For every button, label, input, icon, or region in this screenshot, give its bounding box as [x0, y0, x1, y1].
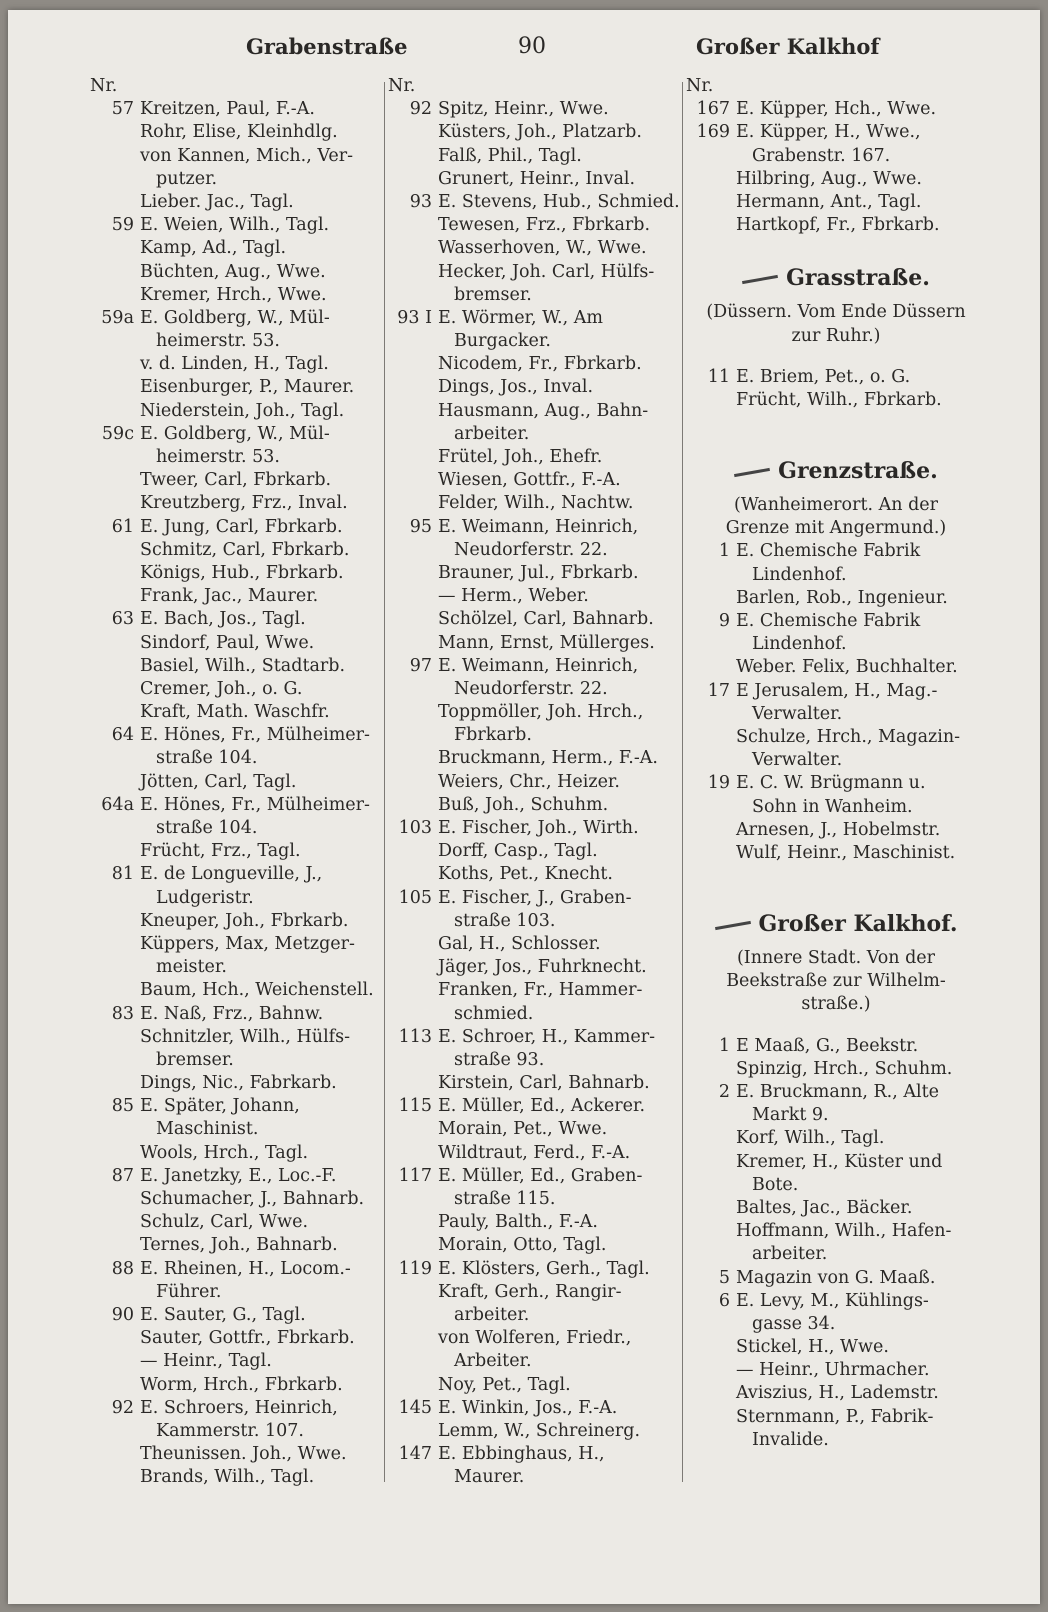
entry-continuation: Ludgeristr.: [156, 887, 254, 908]
resident-entry: — Heinr., Tagl.: [140, 1351, 272, 1372]
street-description: zur Ruhr.): [791, 325, 881, 346]
entry-continuation: straße 103.: [454, 910, 556, 931]
house-number: 92: [409, 99, 432, 120]
resident-entry: Lieber. Jac., Tagl.: [140, 191, 294, 212]
resident-entry: Hermann, Ant., Tagl.: [736, 191, 922, 212]
entry-continuation: Führer.: [156, 1281, 222, 1302]
column-1: [90, 75, 390, 1489]
resident-entry: E. Müller, Ed., Graben-: [438, 1165, 643, 1186]
resident-entry: Tewesen, Frz., Fbrkarb.: [438, 215, 651, 236]
house-entry: [388, 887, 688, 910]
house-entry: [90, 423, 390, 446]
house-number: 57: [111, 99, 134, 120]
resident-entry: Mann, Ernst, Müllerges.: [438, 632, 655, 653]
section-spacer: [686, 865, 986, 901]
resident-entry: E. Weimann, Heinrich,: [438, 516, 639, 537]
resident-entry: E. Goldberg, W., Mül-: [140, 423, 330, 444]
column-3: [686, 75, 986, 1452]
house-entry: [388, 1026, 688, 1049]
entry-continuation: gasse 34.: [752, 1313, 836, 1334]
resident-entry: Dings, Nic., Fabrkarb.: [140, 1073, 337, 1094]
resident-entry: Morain, Otto, Tagl.: [438, 1235, 607, 1256]
entry-continuation: putzer.: [156, 168, 218, 189]
dash-mark: [734, 467, 770, 476]
resident-entry: E. Später, Johann,: [140, 1096, 300, 1117]
resident-entry: Gal, H., Schlosser.: [438, 933, 601, 954]
house-entry: [90, 863, 390, 886]
entry-continuation: Invalide.: [752, 1429, 829, 1450]
entry-continuation: bremser.: [156, 1049, 234, 1070]
section-spacer: [686, 348, 986, 366]
resident-entry: E. Naß, Frz., Bahnw.: [140, 1003, 324, 1024]
resident-entry: Frücht, Frz., Tagl.: [140, 841, 301, 862]
house-entry: [90, 307, 390, 330]
house-entry: [686, 540, 986, 563]
resident-entry: E Maaß, G., Beekstr.: [736, 1035, 919, 1056]
resident-entry: E. Schroers, Heinrich,: [140, 1397, 338, 1418]
house-entry: [388, 1095, 688, 1118]
house-entry: [686, 610, 986, 633]
house-number: 59a: [101, 307, 134, 328]
house-number: 6: [718, 1290, 730, 1311]
directory-page: [8, 10, 1040, 1604]
resident-entry: Koths, Pet., Knecht.: [438, 864, 613, 885]
resident-entry: E. Weimann, Heinrich,: [438, 655, 639, 676]
house-number: 147: [398, 1444, 432, 1465]
entry-continuation: schmied.: [454, 1003, 534, 1024]
resident-entry: Dorff, Casp., Tagl.: [438, 841, 598, 862]
house-number: 61: [111, 516, 134, 537]
house-entry: [686, 366, 986, 389]
house-entry: [90, 1397, 390, 1420]
house-number: 63: [111, 609, 134, 630]
resident-entry: E. Jung, Carl, Fbrkarb.: [140, 516, 343, 537]
resident-entry: Kremer, H., Küster und: [736, 1151, 943, 1172]
house-entry: [388, 191, 688, 214]
house-entry: [388, 98, 688, 121]
resident-entry: — Heinr., Uhrmacher.: [736, 1360, 930, 1381]
resident-entry: Barlen, Rob., Ingenieur.: [736, 587, 948, 608]
resident-entry: Baltes, Jac., Bäcker.: [736, 1197, 913, 1218]
resident-entry: E. Rheinen, H., Locom.-: [140, 1258, 351, 1279]
resident-entry: Arnesen, J., Hobelmstr.: [736, 819, 941, 840]
resident-entry: Kneuper, Joh., Fbrkarb.: [140, 910, 349, 931]
street-description: Grenze mit Angermund.): [725, 518, 947, 539]
resident-entry: Hoffmann, Wilh., Hafen-: [736, 1221, 952, 1242]
house-entry: [90, 1304, 390, 1327]
resident-entry: Schulze, Hrch., Magazin-: [736, 726, 961, 747]
house-number: 19: [707, 773, 730, 794]
resident-entry: Tweer, Carl, Fbrkarb.: [140, 470, 332, 491]
resident-entry: Jötten, Carl, Tagl.: [140, 771, 297, 792]
entry-continuation: arbeiter.: [752, 1244, 828, 1265]
resident-entry: E. Goldberg, W., Mül-: [140, 307, 330, 328]
house-number: 145: [398, 1397, 432, 1418]
resident-entry: E. Stevens, Hub., Schmied.: [438, 191, 680, 212]
entry-continuation: straße 104.: [156, 748, 258, 769]
entry-continuation: Kammerstr. 107.: [156, 1420, 304, 1441]
resident-entry: Niederstein, Joh., Tagl.: [140, 400, 345, 421]
street-description: (Düssern. Vom Ende Düssern: [706, 302, 966, 323]
resident-entry: Spitz, Heinr., Wwe.: [438, 99, 609, 120]
resident-entry: E. Bach, Jos., Tagl.: [140, 609, 306, 630]
house-number: 92: [111, 1397, 134, 1418]
resident-entry: Dings, Jos., Inval.: [438, 377, 594, 398]
page-number: 90: [518, 34, 546, 59]
resident-entry: Frütel, Joh., Ehefr.: [438, 447, 603, 467]
resident-entry: Sauter, Gottfr., Fbrkarb.: [140, 1328, 355, 1349]
street-description: (Innere Stadt. Von der: [736, 948, 936, 969]
resident-entry: Weber. Felix, Buchhalter.: [736, 657, 958, 678]
resident-entry: Felder, Wilh., Nachtw.: [438, 493, 634, 514]
entry-continuation: Lindenhof.: [752, 564, 847, 585]
resident-entry: Magazin von G. Maaß.: [736, 1267, 936, 1288]
resident-entry: Theunissen. Joh., Wwe.: [140, 1444, 347, 1465]
resident-entry: Noy, Pet., Tagl.: [438, 1374, 571, 1395]
house-number: 1: [718, 1035, 730, 1056]
street-description: Beekstraße zur Wilhelm-: [726, 971, 946, 992]
house-entry: [90, 516, 390, 539]
entry-continuation: heimerstr. 53.: [156, 447, 280, 467]
resident-entry: Baum, Hch., Weichenstell.: [140, 980, 374, 1001]
entry-continuation: Sohn in Wanheim.: [752, 796, 913, 817]
entry-continuation: Burgacker.: [454, 331, 551, 352]
resident-entry: E. C. W. Brügmann u.: [736, 773, 926, 794]
resident-entry: Weiers, Chr., Heizer.: [438, 771, 620, 792]
resident-entry: E. Hönes, Fr., Mülheimer-: [140, 794, 370, 815]
resident-entry: Küsters, Joh., Platzarb.: [438, 122, 642, 143]
resident-entry: E. Chemische Fabrik: [736, 541, 921, 562]
house-entry: [686, 1290, 986, 1313]
resident-entry: Spinzig, Hrch., Schuhm.: [736, 1058, 953, 1079]
resident-entry: Hecker, Joh. Carl, Hülfs-: [438, 261, 655, 282]
street-heading: [686, 901, 986, 947]
resident-entry: Eisenburger, P., Maurer.: [140, 377, 355, 398]
house-entry: [388, 516, 688, 539]
resident-entry: Wildtraut, Ferd., F.-A.: [438, 1142, 631, 1163]
resident-entry: Kamp, Ad., Tagl.: [140, 238, 287, 259]
street-name: Grenzstraße.: [778, 458, 938, 485]
resident-entry: Stickel, H., Wwe.: [736, 1337, 889, 1358]
entry-continuation: straße 104.: [156, 818, 258, 838]
street-heading: [686, 448, 986, 494]
entry-continuation: Maschinist.: [156, 1119, 259, 1140]
resident-entry: Lemm, W., Schreinerg.: [438, 1420, 641, 1441]
resident-entry: — Herm., Weber.: [438, 586, 589, 607]
resident-entry: E. Fischer, Joh., Wirth.: [438, 818, 639, 838]
house-entry: [388, 1397, 688, 1420]
house-entry: [686, 98, 986, 121]
header-left-street: Grabenstraße: [246, 34, 408, 59]
resident-entry: Worm, Hrch., Fbrkarb.: [140, 1374, 343, 1395]
house-entry: [686, 1081, 986, 1104]
house-number: 64a: [101, 794, 134, 815]
house-number: 85: [111, 1096, 134, 1117]
resident-entry: E. Briem, Pet., o. G.: [736, 366, 911, 387]
resident-entry: Wools, Hrch., Tagl.: [140, 1142, 309, 1163]
entry-continuation: straße 115.: [454, 1189, 556, 1209]
section-spacer: [686, 1017, 986, 1035]
resident-entry: E. Bruckmann, R., Alte: [736, 1082, 939, 1102]
house-number: 113: [398, 1026, 432, 1047]
entry-continuation: Markt 9.: [752, 1105, 829, 1126]
column-number-label: Nr.: [686, 76, 714, 96]
resident-entry: Kreutzberg, Frz., Inval.: [140, 493, 348, 514]
resident-entry: E. Küpper, Hch., Wwe.: [736, 99, 937, 120]
column-number-label: Nr.: [90, 76, 118, 96]
resident-entry: E. Winkin, Jos., F.-A.: [438, 1397, 618, 1418]
resident-entry: Aviszius, H., Lademstr.: [736, 1383, 939, 1404]
house-entry: [686, 1035, 986, 1058]
entry-continuation: Maurer.: [454, 1467, 525, 1488]
house-entry: [388, 1443, 688, 1466]
column-number-label: Nr.: [388, 76, 416, 96]
resident-entry: E. Fischer, J., Graben-: [438, 887, 632, 908]
house-entry: [388, 307, 688, 330]
entry-continuation: arbeiter.: [454, 423, 530, 444]
resident-entry: E. de Longueville, J.,: [140, 864, 323, 885]
dash-mark: [742, 275, 778, 284]
section-spacer: [686, 412, 986, 448]
resident-entry: Hilbring, Aug., Wwe.: [736, 168, 922, 189]
house-number: 64: [111, 725, 134, 746]
house-number: 5: [718, 1267, 730, 1288]
resident-entry: Jäger, Jos., Fuhrknecht.: [438, 957, 647, 978]
resident-entry: Schmitz, Carl, Fbrkarb.: [140, 539, 350, 560]
house-entry: [388, 1258, 688, 1281]
section-spacer: [686, 237, 986, 255]
house-number: 2: [718, 1082, 730, 1102]
resident-entry: E. Levy, M., Kühlings-: [736, 1290, 929, 1311]
house-number: 88: [111, 1258, 134, 1279]
resident-entry: Kremer, Hrch., Wwe.: [140, 284, 327, 305]
house-entry: [90, 1258, 390, 1281]
resident-entry: Rohr, Elise, Kleinhdlg.: [140, 122, 338, 143]
house-number: 1: [718, 541, 730, 562]
house-number: 117: [398, 1165, 432, 1186]
street-description: straße.): [801, 994, 871, 1015]
resident-entry: v. d. Linden, H., Tagl.: [140, 354, 329, 375]
entry-continuation: Bote.: [752, 1174, 799, 1195]
house-entry: [90, 98, 390, 121]
resident-entry: E. Müller, Ed., Ackerer.: [438, 1096, 646, 1117]
house-number: 119: [398, 1258, 432, 1279]
entry-continuation: Neudorferstr. 22.: [454, 539, 608, 560]
resident-entry: von Wolferen, Friedr.,: [438, 1328, 632, 1349]
entry-continuation: Verwalter.: [752, 703, 843, 724]
resident-entry: E. Sauter, G., Tagl.: [140, 1304, 306, 1325]
house-entry: [686, 121, 986, 144]
entry-continuation: Verwalter.: [752, 750, 843, 771]
resident-entry: Frank, Jac., Maurer.: [140, 586, 319, 607]
resident-entry: Korf, Wilh., Tagl.: [736, 1128, 885, 1149]
house-number: 11: [707, 366, 730, 387]
house-number: 17: [707, 680, 730, 701]
resident-entry: Kraft, Math. Waschfr.: [140, 702, 330, 723]
resident-entry: Cremer, Joh., o. G.: [140, 678, 303, 699]
resident-entry: E. Janetzky, E., Loc.-F.: [140, 1165, 337, 1186]
entry-continuation: Neudorferstr. 22.: [454, 678, 608, 699]
resident-entry: Küppers, Max, Metzger-: [140, 933, 355, 954]
resident-entry: Toppmöller, Joh. Hrch.,: [438, 702, 644, 723]
resident-entry: Falß, Phil., Tagl.: [438, 145, 582, 166]
resident-entry: Schölzel, Carl, Bahnarb.: [438, 609, 654, 630]
entry-continuation: Arbeiter.: [454, 1351, 532, 1372]
entry-continuation: Lindenhof.: [752, 634, 847, 655]
house-number: 81: [111, 864, 134, 885]
resident-entry: Wulf, Heinr., Maschinist.: [736, 842, 956, 863]
house-entry: [388, 817, 688, 840]
resident-entry: E. Wörmer, W., Am: [438, 307, 603, 328]
resident-entry: Hartkopf, Fr., Fbrkarb.: [736, 215, 940, 236]
resident-entry: Kraft, Gerh., Rangir-: [438, 1281, 622, 1302]
house-entry: [90, 1003, 390, 1026]
resident-entry: Frücht, Wilh., Fbrkarb.: [736, 389, 942, 410]
resident-entry: Königs, Hub., Fbrkarb.: [140, 562, 344, 583]
house-number: 93: [409, 191, 432, 212]
resident-entry: Brands, Wilh., Tagl.: [140, 1467, 315, 1488]
resident-entry: Büchten, Aug., Wwe.: [140, 261, 326, 282]
resident-entry: E. Chemische Fabrik: [736, 611, 921, 631]
house-number: 167: [696, 99, 730, 120]
column-2: [388, 75, 688, 1489]
entry-continuation: Fbrkarb.: [454, 725, 532, 746]
resident-entry: Pauly, Balth., F.-A.: [438, 1212, 598, 1233]
resident-entry: Schulz, Carl, Wwe.: [140, 1212, 309, 1233]
house-entry: [90, 1095, 390, 1118]
house-entry: [90, 1165, 390, 1188]
resident-entry: Wiesen, Gottfr., F.-A.: [438, 470, 621, 491]
house-number: 169: [696, 122, 730, 143]
house-number: 103: [398, 818, 432, 838]
resident-entry: E. Schroer, H., Kammer-: [438, 1026, 656, 1047]
resident-entry: Schumacher, J., Bahnarb.: [140, 1189, 365, 1209]
house-entry: [686, 1267, 986, 1290]
house-entry: [90, 608, 390, 631]
house-number: 115: [398, 1096, 432, 1117]
dash-mark: [715, 920, 751, 929]
resident-entry: E. Weien, Wilh., Tagl.: [140, 215, 330, 236]
street-name: Großer Kalkhof.: [758, 911, 958, 938]
street-heading: [686, 255, 986, 301]
resident-entry: Schnitzler, Wilh., Hülfs-: [140, 1026, 351, 1047]
house-number: 97: [409, 655, 432, 676]
resident-entry: E. Klösters, Gerh., Tagl.: [438, 1258, 650, 1279]
house-number: 90: [111, 1304, 134, 1325]
resident-entry: Brauner, Jul., Fbrkarb.: [438, 562, 639, 583]
resident-entry: E. Ebbinghaus, H.,: [438, 1444, 605, 1465]
resident-entry: Morain, Pet., Wwe.: [438, 1119, 608, 1140]
house-number: 9: [718, 611, 730, 631]
resident-entry: Kreitzen, Paul, F.-A.: [140, 99, 315, 120]
resident-entry: E. Hönes, Fr., Mülheimer-: [140, 725, 370, 746]
entry-continuation: heimerstr. 53.: [156, 331, 280, 352]
resident-entry: Franken, Fr., Hammer-: [438, 980, 643, 1001]
entry-continuation: arbeiter.: [454, 1304, 530, 1325]
resident-entry: Wasserhoven, W., Wwe.: [438, 238, 647, 259]
resident-entry: E. Küpper, H., Wwe.,: [736, 122, 921, 143]
page-header: [8, 28, 1040, 62]
resident-entry: Nicodem, Fr., Fbrkarb.: [438, 354, 642, 375]
house-entry: [90, 214, 390, 237]
house-entry: [388, 655, 688, 678]
house-number: 59: [111, 215, 134, 236]
entry-continuation: straße 93.: [454, 1049, 545, 1070]
entry-continuation: meister.: [156, 957, 227, 978]
house-number: 93 I: [397, 307, 432, 328]
entry-continuation: bremser.: [454, 284, 532, 305]
resident-entry: Sindorf, Paul, Wwe.: [140, 632, 315, 653]
header-right-street: Großer Kalkhof: [696, 34, 880, 59]
house-number: 87: [111, 1165, 134, 1186]
resident-entry: Bruckmann, Herm., F.-A.: [438, 748, 658, 769]
house-number: 105: [398, 887, 432, 908]
resident-entry: von Kannen, Mich., Ver-: [140, 145, 353, 166]
resident-entry: Buß, Joh., Schuhm.: [438, 794, 609, 815]
resident-entry: Grunert, Heinr., Inval.: [438, 168, 636, 189]
house-number: 59c: [101, 423, 134, 444]
resident-entry: Basiel, Wilh., Stadtarb.: [140, 655, 346, 676]
resident-entry: Sternmann, P., Fabrik-: [736, 1406, 934, 1427]
house-number: 83: [111, 1003, 134, 1024]
entry-continuation: Grabenstr. 167.: [752, 145, 891, 166]
resident-entry: Kirstein, Carl, Bahnarb.: [438, 1073, 650, 1094]
resident-entry: Ternes, Joh., Bahnarb.: [140, 1235, 338, 1256]
street-description: (Wanheimerort. An der: [734, 495, 938, 516]
house-number: 95: [409, 516, 432, 537]
resident-entry: Hausmann, Aug., Bahn-: [438, 400, 649, 421]
house-entry: [90, 724, 390, 747]
resident-entry: E Jerusalem, H., Mag.-: [736, 680, 938, 701]
house-entry: [686, 772, 986, 795]
street-name: Grasstraße.: [786, 265, 930, 292]
house-entry: [686, 680, 986, 703]
house-entry: [90, 794, 390, 817]
house-entry: [388, 1165, 688, 1188]
